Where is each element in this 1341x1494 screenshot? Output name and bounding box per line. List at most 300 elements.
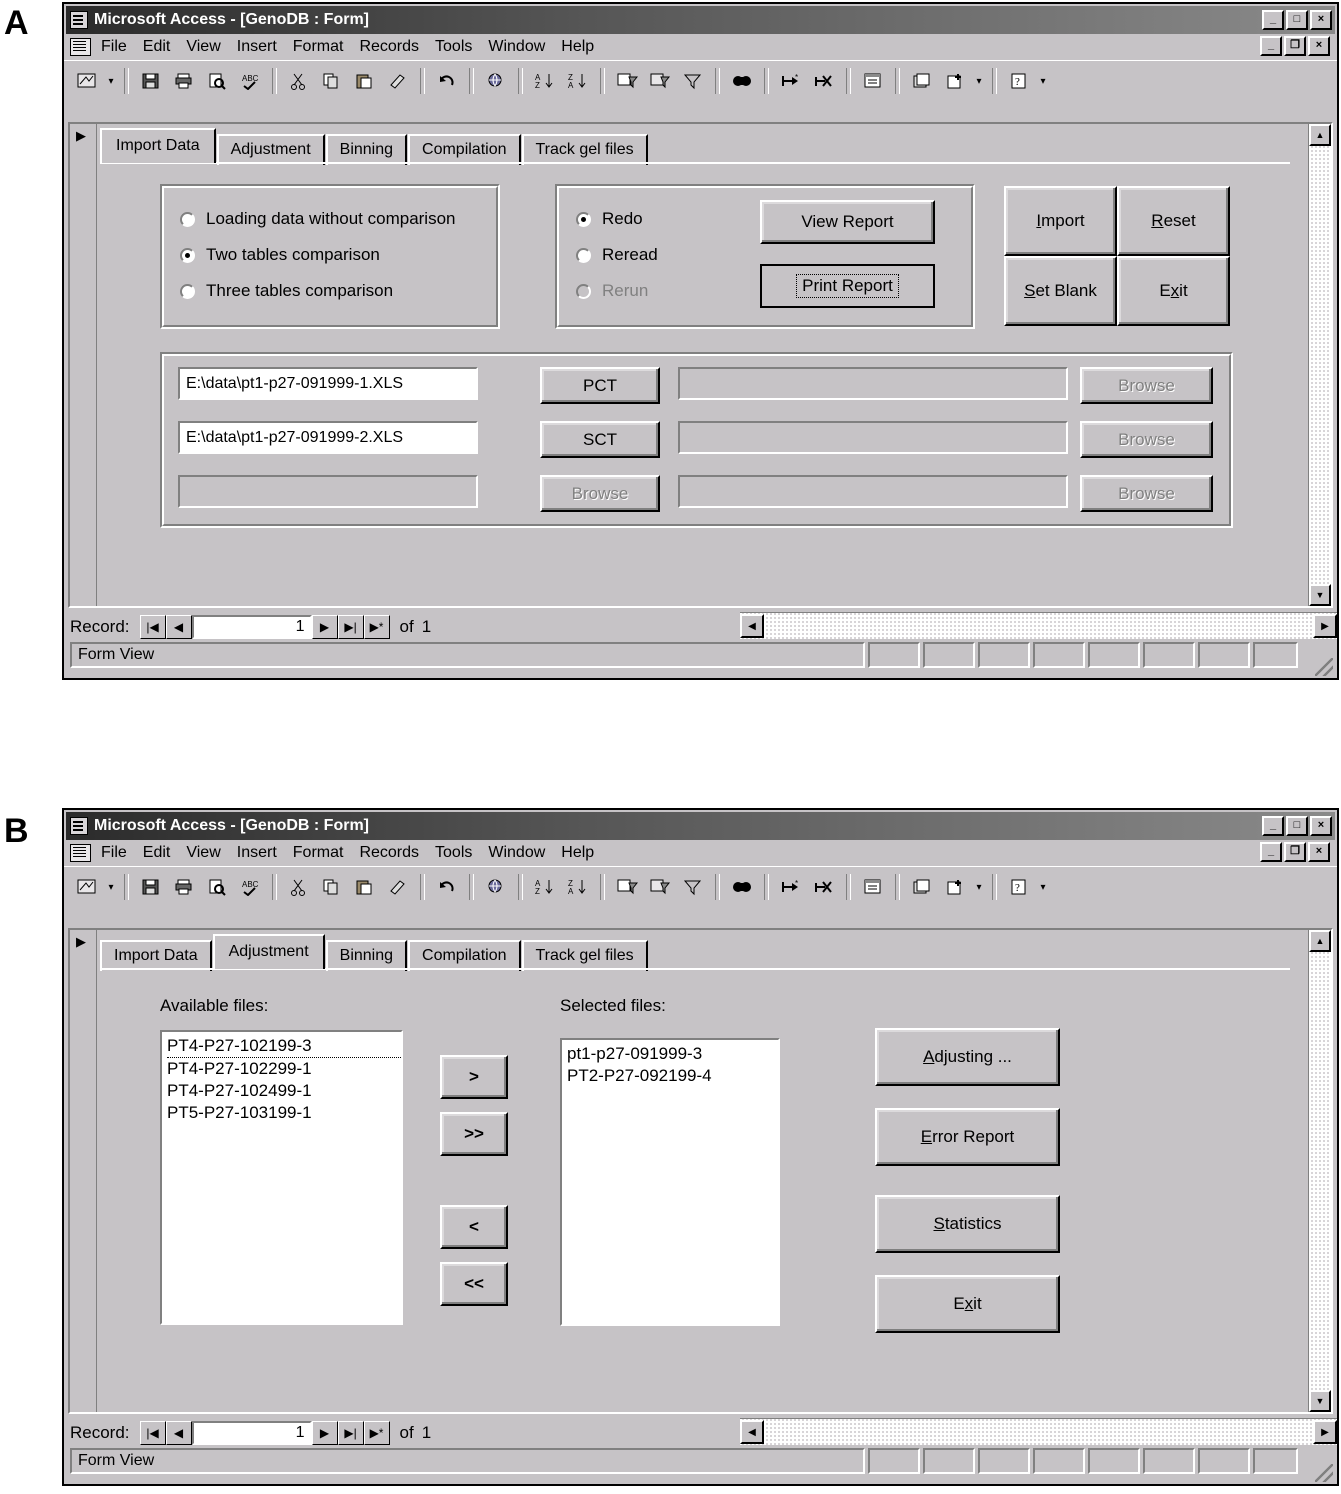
radio-loading-no-comparison[interactable] [180, 209, 456, 229]
tool-bar-b [64, 866, 1337, 907]
doc-close-button[interactable] [1308, 36, 1330, 56]
scroll-left-arrow-icon[interactable]: ◀ [740, 1420, 764, 1444]
set-blank-label: Set Blank [1024, 281, 1097, 300]
insert-hyperlink-icon[interactable] [481, 66, 511, 96]
radio-indicator [576, 248, 591, 263]
status-cell-1 [868, 1448, 920, 1474]
scroll-down-arrow-icon[interactable]: ▼ [1309, 1390, 1331, 1412]
maximize-button[interactable] [1286, 816, 1308, 836]
tool-bar-a [64, 60, 1337, 101]
menu-help[interactable]: Help [561, 38, 595, 55]
move-all-left-label: << [464, 1274, 484, 1293]
svg-text:A: A [568, 81, 574, 90]
available-files-label: Available files: [160, 996, 269, 1015]
form-vertical-scrollbar[interactable] [1308, 124, 1331, 606]
radio-label: Loading data without comparison [206, 209, 456, 228]
undo-icon[interactable] [432, 66, 462, 96]
previous-record-icon: ◀ [173, 620, 184, 634]
toolbar-separator [895, 68, 900, 94]
toolbar-separator [124, 68, 129, 94]
radio-three-tables-comparison[interactable] [180, 281, 393, 301]
doc-minimize-button[interactable] [1260, 36, 1282, 56]
properties-icon[interactable] [858, 872, 888, 902]
available-files-listbox[interactable] [160, 1030, 403, 1325]
radio-indicator [180, 284, 195, 299]
tab-compilation[interactable]: Compilation [408, 940, 520, 971]
menu-insert[interactable]: Insert [236, 38, 277, 55]
menu-edit[interactable]: Edit [142, 38, 171, 55]
first-record-button[interactable] [140, 1421, 166, 1445]
print-report-button[interactable] [760, 264, 935, 308]
doc-minimize-icon: _ [1267, 39, 1275, 51]
format-painter-icon[interactable] [383, 872, 413, 902]
record-number-input[interactable]: 1 [192, 615, 312, 639]
menu-file[interactable]: File [101, 844, 127, 861]
view-report-label: View Report [801, 212, 894, 231]
design-view-icon[interactable] [72, 872, 102, 902]
status-cell-8 [1253, 1448, 1298, 1474]
import-label: Import [1036, 211, 1085, 230]
radio-indicator [180, 248, 195, 263]
menu-tools[interactable]: Tools [435, 38, 473, 55]
first-record-icon: |◀ [146, 1426, 159, 1440]
exit-label: Exit [1159, 281, 1188, 300]
menu-edit[interactable]: Edit [142, 844, 171, 861]
new-record-icon[interactable] [776, 66, 806, 96]
form-vertical-scrollbar[interactable] [1308, 930, 1331, 1412]
new-record-icon: ▶* [369, 1426, 384, 1440]
radio-label: Rerun [602, 281, 649, 300]
scroll-up-arrow-icon[interactable]: ▲ [1309, 930, 1331, 952]
new-object-caret-icon[interactable]: ▾ [976, 75, 982, 87]
menu-bar-b [64, 840, 1337, 866]
filter-by-selection-icon[interactable] [645, 66, 675, 96]
doc-close-icon: × [1315, 845, 1323, 857]
last-record-icon: ▶| [344, 620, 357, 634]
file-path-input-1b[interactable] [678, 367, 1068, 400]
last-record-button[interactable] [338, 615, 364, 639]
svg-text:?: ? [1015, 76, 1020, 88]
list-item[interactable]: PT4-P27-102199-3 [167, 1035, 401, 1058]
sort-ascending-icon[interactable] [530, 66, 560, 96]
list-item[interactable]: PT5-P27-103199-1 [167, 1103, 312, 1122]
reset-button[interactable] [1117, 186, 1230, 256]
toolbar-separator [469, 874, 474, 900]
pct-button[interactable] [540, 367, 660, 404]
design-view-caret-icon[interactable]: ▾ [108, 75, 114, 87]
scroll-right-arrow-icon[interactable]: ▶ [1313, 1420, 1337, 1444]
toolbar-separator [895, 874, 900, 900]
window-controls-b [1262, 816, 1335, 836]
menu-records[interactable]: Records [359, 844, 420, 861]
record-number-input[interactable]: 1 [192, 1421, 312, 1445]
minimize-icon: _ [1269, 819, 1277, 831]
scroll-left-arrow-icon[interactable]: ◀ [740, 614, 764, 638]
move-left-label: < [469, 1217, 479, 1236]
status-cell-2 [923, 1448, 975, 1474]
minimize-button[interactable] [1262, 816, 1284, 836]
record-navigation-a [70, 612, 740, 642]
list-item[interactable]: PT4-P27-102499-1 [167, 1081, 312, 1100]
print-preview-icon[interactable] [202, 872, 232, 902]
new-record-button[interactable] [364, 1421, 390, 1445]
toolbar-separator [518, 68, 523, 94]
svg-text:?: ? [1015, 882, 1020, 894]
maximize-icon: □ [1293, 13, 1301, 25]
status-text: Form View [70, 1448, 865, 1474]
form-horizontal-scrollbar[interactable] [740, 612, 1337, 639]
menu-view[interactable]: View [186, 38, 221, 55]
file-path-input-2[interactable]: E:\data\pt1-p27-091999-2.XLS [178, 421, 478, 454]
menu-tools[interactable]: Tools [435, 844, 473, 861]
toolbar-separator [518, 874, 523, 900]
status-cell-4 [1033, 642, 1085, 668]
move-left-button[interactable] [440, 1205, 508, 1249]
doc-minimize-button[interactable] [1260, 842, 1282, 862]
properties-icon[interactable] [858, 66, 888, 96]
error-report-label: Error Report [920, 1127, 1015, 1146]
form-area-b [68, 928, 1333, 1414]
new-object-icon[interactable] [940, 66, 970, 96]
close-icon: × [1317, 819, 1325, 831]
delete-record-icon[interactable] [809, 872, 839, 902]
design-view-caret-icon[interactable]: ▾ [108, 881, 114, 893]
record-selector[interactable] [70, 124, 97, 606]
doc-restore-icon: ❐ [1290, 845, 1300, 857]
insert-hyperlink-icon[interactable] [481, 872, 511, 902]
browse-button-1[interactable] [1080, 367, 1213, 404]
statistics-label: Statistics [933, 1214, 1002, 1233]
browse-label: Browse [1118, 429, 1175, 449]
doc-close-icon: × [1315, 39, 1323, 51]
tab-import-data[interactable]: Import Data [100, 940, 212, 971]
close-button[interactable] [1310, 10, 1332, 30]
document-control-icon[interactable] [70, 38, 91, 56]
close-button[interactable] [1310, 816, 1332, 836]
window-title: Microsoft Access - [GenoDB : Form] [94, 817, 369, 834]
move-all-left-button[interactable] [440, 1262, 508, 1306]
menu-format[interactable]: Format [292, 38, 344, 55]
list-item[interactable]: PT4-P27-102299-1 [167, 1059, 312, 1078]
tab-track-gel-files[interactable]: Track gel files [522, 940, 648, 971]
sct-label: SCT [583, 429, 617, 449]
minimize-icon: _ [1269, 13, 1277, 25]
menu-format[interactable]: Format [292, 844, 344, 861]
cut-icon[interactable] [284, 66, 314, 96]
help-icon[interactable] [1004, 66, 1034, 96]
list-item[interactable]: PT2-P27-092199-4 [567, 1066, 712, 1085]
paste-icon[interactable] [350, 872, 380, 902]
tab-adjustment[interactable]: Adjustment [213, 934, 325, 969]
maximize-button[interactable] [1286, 10, 1308, 30]
scroll-track[interactable] [1309, 952, 1331, 1390]
doc-restore-button[interactable] [1284, 842, 1306, 862]
spelling-icon[interactable] [235, 66, 265, 96]
new-object-caret-icon[interactable]: ▾ [976, 881, 982, 893]
toolbar-separator [124, 874, 129, 900]
doc-minimize-icon: _ [1267, 845, 1275, 857]
menu-view[interactable]: View [186, 844, 221, 861]
access-app-icon [70, 817, 88, 835]
new-object-icon[interactable] [940, 872, 970, 902]
toolbar-separator [846, 874, 851, 900]
maximize-icon: □ [1293, 819, 1301, 831]
access-window-a [62, 2, 1339, 680]
undo-icon[interactable] [432, 872, 462, 902]
list-item[interactable]: pt1-p27-091999-3 [567, 1044, 703, 1063]
browse-label: Browse [1118, 483, 1175, 503]
cut-icon[interactable] [284, 872, 314, 902]
toolbar-separator [715, 68, 720, 94]
radio-label: Three tables comparison [206, 281, 394, 300]
record-selector[interactable] [70, 930, 97, 1412]
copy-icon[interactable] [317, 66, 347, 96]
svg-text:ABC: ABC [242, 880, 259, 889]
delete-record-icon[interactable] [809, 66, 839, 96]
window-controls-a [1262, 10, 1335, 30]
radio-indicator [576, 284, 591, 299]
radio-label: Redo [602, 209, 643, 228]
svg-text:ABC: ABC [242, 74, 259, 83]
toolbar-separator [764, 874, 769, 900]
menu-help[interactable]: Help [561, 844, 595, 861]
previous-record-button[interactable] [166, 615, 192, 639]
toolbar-separator [992, 874, 997, 900]
tab-adjustment[interactable]: Adjustment [217, 134, 325, 165]
panel-a-label: A [4, 4, 29, 42]
toolbar-separator [420, 68, 425, 94]
document-control-icon[interactable] [70, 844, 91, 862]
previous-record-icon: ◀ [173, 1426, 184, 1440]
window-title: Microsoft Access - [GenoDB : Form] [94, 11, 369, 28]
menu-window[interactable]: Window [488, 38, 546, 55]
more-buttons-icon[interactable]: ▾ [1040, 881, 1046, 893]
print-preview-icon[interactable] [202, 66, 232, 96]
filter-by-selection-icon[interactable] [645, 872, 675, 902]
svg-text:*: * [795, 879, 799, 888]
browse-label: Browse [1118, 375, 1175, 395]
file-path-input-3[interactable] [178, 475, 478, 508]
move-all-right-button[interactable] [440, 1112, 508, 1156]
next-record-icon: ▶ [319, 620, 330, 634]
menu-records[interactable]: Records [359, 38, 420, 55]
reset-label: Reset [1151, 211, 1196, 230]
design-view-icon[interactable] [72, 66, 102, 96]
tab-strip-b [100, 934, 649, 969]
toolbar-separator [600, 874, 605, 900]
svg-text:A: A [535, 73, 541, 82]
apply-filter-icon[interactable] [678, 66, 708, 96]
radio-redo[interactable] [576, 209, 643, 229]
status-cell-5 [1088, 1448, 1140, 1474]
file-path-input-2b[interactable] [678, 421, 1068, 454]
toolbar-separator [715, 874, 720, 900]
radio-two-tables-comparison[interactable] [180, 245, 380, 265]
exit-button[interactable] [875, 1275, 1060, 1333]
set-blank-button[interactable] [1004, 256, 1117, 326]
file-path-input-3b[interactable] [678, 475, 1068, 508]
import-button[interactable] [1004, 186, 1117, 256]
browse-label: Browse [571, 483, 629, 503]
last-record-icon: ▶| [344, 1426, 357, 1440]
toolbar-separator [469, 68, 474, 94]
previous-record-button[interactable] [166, 1421, 192, 1445]
of-label: of [399, 617, 414, 636]
menu-file[interactable]: File [101, 38, 127, 55]
paste-icon[interactable] [350, 66, 380, 96]
status-cell-1 [868, 642, 920, 668]
tab-binning[interactable]: Binning [326, 940, 407, 971]
tab-compilation[interactable]: Compilation [408, 134, 520, 165]
radio-indicator [180, 212, 195, 227]
selected-files-label: Selected files: [560, 996, 666, 1015]
record-label: Record: [70, 617, 130, 636]
adjusting-label: Adjusting ... [923, 1047, 1012, 1066]
copy-icon[interactable] [317, 872, 347, 902]
form-horizontal-scrollbar[interactable] [740, 1418, 1337, 1445]
doc-close-button[interactable] [1308, 842, 1330, 862]
exit-label: Exit [953, 1294, 982, 1313]
filter-by-form-icon[interactable] [612, 66, 642, 96]
format-painter-icon[interactable] [383, 66, 413, 96]
statistics-button[interactable] [875, 1195, 1060, 1253]
status-cell-2 [923, 642, 975, 668]
last-record-button[interactable] [338, 1421, 364, 1445]
menu-window[interactable]: Window [488, 844, 546, 861]
view-report-button[interactable] [760, 200, 935, 244]
status-cell-7 [1198, 1448, 1250, 1474]
menu-insert[interactable]: Insert [236, 844, 277, 861]
apply-filter-icon[interactable] [678, 872, 708, 902]
record-navigation-b [70, 1418, 740, 1448]
scroll-right-arrow-icon[interactable]: ▶ [1313, 614, 1337, 638]
exit-button[interactable] [1117, 256, 1230, 326]
resize-grip[interactable] [1315, 1464, 1333, 1482]
sort-descending-icon[interactable] [563, 872, 593, 902]
panel-b-label: B [4, 812, 29, 850]
status-cell-6 [1143, 1448, 1195, 1474]
document-controls-b [1260, 842, 1333, 862]
sort-ascending-icon[interactable] [530, 872, 560, 902]
browse-button-4[interactable] [1080, 475, 1213, 512]
new-record-button[interactable] [364, 615, 390, 639]
error-report-button[interactable] [875, 1108, 1060, 1166]
save-icon[interactable] [136, 872, 166, 902]
status-cell-5 [1088, 642, 1140, 668]
tab-import-data[interactable]: Import Data [100, 128, 216, 163]
browse-button-2[interactable] [1080, 421, 1213, 458]
status-cell-6 [1143, 642, 1195, 668]
toolbar-separator [992, 68, 997, 94]
file-path-input-1[interactable]: E:\data\pt1-p27-091999-1.XLS [178, 367, 478, 400]
svg-text:Z: Z [535, 81, 540, 90]
scroll-down-arrow-icon[interactable]: ▼ [1309, 584, 1331, 606]
svg-text:Z: Z [568, 73, 573, 82]
toolbar-separator [764, 68, 769, 94]
tab-underline [100, 162, 1290, 164]
record-total: 1 [421, 1423, 432, 1442]
help-icon[interactable] [1004, 872, 1034, 902]
print-report-label: Print Report [796, 274, 899, 298]
status-bar-a [70, 642, 1335, 668]
radio-label: Two tables comparison [206, 245, 380, 264]
move-all-right-label: >> [464, 1124, 484, 1143]
radio-reread[interactable] [576, 245, 658, 265]
svg-text:A: A [535, 879, 541, 888]
sct-button[interactable] [540, 421, 660, 458]
database-window-icon[interactable] [907, 66, 937, 96]
more-buttons-icon[interactable]: ▾ [1040, 75, 1046, 87]
scroll-up-arrow-icon[interactable]: ▲ [1309, 124, 1331, 146]
pct-label: PCT [583, 375, 617, 395]
record-label: Record: [70, 1423, 130, 1442]
first-record-button[interactable] [140, 615, 166, 639]
radio-rerun [576, 281, 648, 301]
next-record-button[interactable] [312, 615, 338, 639]
move-right-button[interactable] [440, 1055, 508, 1099]
radio-label: Reread [602, 245, 658, 264]
doc-restore-button[interactable] [1284, 36, 1306, 56]
radio-indicator [576, 212, 591, 227]
scroll-track[interactable] [1309, 146, 1331, 584]
find-icon[interactable] [727, 66, 757, 96]
svg-text:Z: Z [568, 879, 573, 888]
menu-bar-a [64, 34, 1337, 60]
status-cell-3 [978, 642, 1030, 668]
title-bar-a [66, 6, 1335, 34]
status-cell-8 [1253, 642, 1298, 668]
toolbar-separator [272, 874, 277, 900]
toolbar-separator [600, 68, 605, 94]
spelling-icon[interactable] [235, 872, 265, 902]
sort-descending-icon[interactable] [563, 66, 593, 96]
adjusting-button[interactable] [875, 1028, 1060, 1086]
tab-binning[interactable]: Binning [326, 134, 407, 165]
print-icon[interactable] [169, 872, 199, 902]
access-app-icon [70, 11, 88, 29]
close-icon: × [1317, 13, 1325, 25]
svg-text:A: A [568, 887, 574, 896]
next-record-button[interactable] [312, 1421, 338, 1445]
minimize-button[interactable] [1262, 10, 1284, 30]
find-icon[interactable] [727, 872, 757, 902]
toolbar-separator [420, 874, 425, 900]
save-icon[interactable] [136, 66, 166, 96]
new-record-icon: ▶* [369, 620, 384, 634]
toolbar-separator [846, 68, 851, 94]
print-icon[interactable] [169, 66, 199, 96]
selected-files-listbox[interactable] [560, 1038, 780, 1326]
filter-by-form-icon[interactable] [612, 872, 642, 902]
svg-text:*: * [795, 73, 799, 82]
first-record-icon: |◀ [146, 620, 159, 634]
resize-grip[interactable] [1315, 658, 1333, 676]
status-bar-b [70, 1448, 1335, 1474]
new-record-icon[interactable] [776, 872, 806, 902]
access-window-b [62, 808, 1339, 1486]
browse-button-3[interactable] [540, 475, 660, 512]
svg-text:Z: Z [535, 887, 540, 896]
tab-track-gel-files[interactable]: Track gel files [522, 134, 648, 165]
next-record-icon: ▶ [319, 1426, 330, 1440]
status-cell-7 [1198, 642, 1250, 668]
database-window-icon[interactable] [907, 872, 937, 902]
toolbar-separator [272, 68, 277, 94]
status-text: Form View [70, 642, 865, 668]
title-bar-b [66, 812, 1335, 840]
record-total: 1 [421, 617, 432, 636]
form-area-a [68, 122, 1333, 608]
